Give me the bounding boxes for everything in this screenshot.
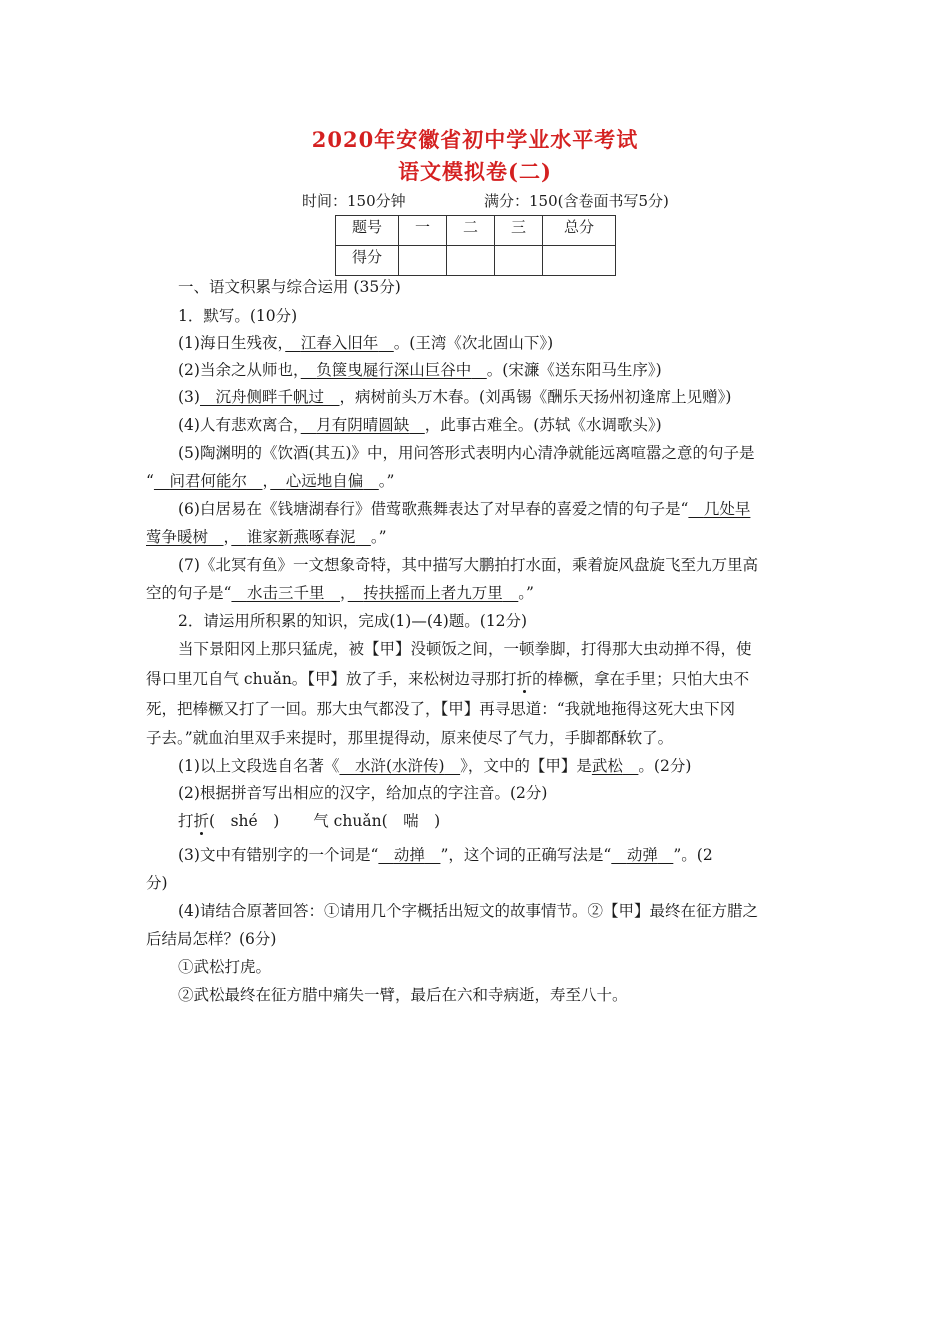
text: 。”	[378, 472, 395, 490]
passage-line-3: 死，把棒橛又打了一回。那大虫气都没了，【甲】再寻思道：“我就地拖得这死大虫下冈	[146, 700, 736, 718]
answer-blank: 水浒(水浒传)	[354, 757, 445, 775]
answer-blank: 抟扶摇而上者九万里	[363, 584, 503, 602]
question-2-title: 2．请运用所积累的知识，完成(1)—(4)题。(12分)	[178, 612, 528, 630]
passage-line-1: 当下景阳冈上那只猛虎，被【甲】没顿饭之间，一顿拳脚，打得那大虫动掸不得，使	[178, 640, 752, 658]
score-table-cell: 题号	[336, 216, 399, 246]
text: ( 喘 )	[381, 812, 441, 830]
question-1-item-6-line-1	[178, 498, 810, 520]
answer-blank: 谁家新燕啄春泥	[246, 528, 356, 546]
section-heading: 一、语文积累与综合运用 (35分)	[178, 278, 401, 296]
question-2-sub-3	[178, 844, 810, 866]
answer-blank: 月有阴晴圆缺	[316, 416, 410, 434]
text: 得口里兀自气 chuǎn。【甲】放了手，来松树边寻那打	[146, 670, 517, 688]
score-table-empty-cell	[495, 246, 543, 276]
score-table-cell: 二	[447, 216, 495, 246]
passage-line-4: 子去。”就血泊里双手来提时，那里提得动，原来使尽了气力，手脚都酥软了。	[146, 729, 674, 747]
dotted-char: 折	[193, 812, 210, 830]
text: ，	[262, 472, 271, 490]
text: ，	[223, 528, 232, 546]
text: 打	[178, 812, 194, 830]
score-table-empty-cell	[447, 246, 495, 276]
exam-time: 时间：150分钟	[302, 192, 406, 210]
answer-blank: 问君何能尔	[169, 472, 247, 490]
question-1-item-7-line-1: (7)《北冥有鱼》一文想象奇特，其中描写大鹏拍打水面，乘着旋风盘旋飞至九万里高	[178, 556, 758, 574]
text: ，病树前头万木春。(刘禹锡《酬乐天扬州初逢席上见赠》)	[339, 388, 732, 406]
text: ( shé )	[209, 812, 280, 830]
answer-blank: 沉舟侧畔千帆过	[215, 388, 324, 406]
answer-4-2: ②武松最终在征方腊中痛失一臂，最后在六和寺病逝，寿至八十。	[178, 986, 628, 1004]
question-1-item-5-line-2	[146, 470, 810, 492]
score-table	[335, 215, 616, 276]
answer-blank: 负箧曳屣行深山巨谷中	[316, 361, 472, 379]
score-table-empty-cell	[543, 246, 616, 276]
score-table-cell: 得分	[336, 246, 399, 276]
question-2-sub-3-tail: 分)	[146, 874, 168, 892]
text: 。”	[370, 528, 387, 546]
answer-4-1: ①武松打虎。	[178, 958, 272, 976]
text: ”，这个词的正确写法是“	[440, 846, 612, 864]
text: (1)以上文段选自名著《	[178, 757, 340, 775]
question-2-sub-4-line-2: 后结局怎样？(6分)	[146, 930, 277, 948]
text: ，	[339, 584, 348, 602]
question-1-item-3	[178, 386, 810, 408]
score-table-cell: 三	[495, 216, 543, 246]
question-1-item-4	[178, 414, 810, 436]
text: 。”	[518, 584, 534, 602]
question-1-item-2	[178, 359, 810, 381]
text: (4)人有悲欢离合，	[178, 416, 301, 434]
question-1-item-5-line-1: (5)陶渊明的《饮酒(其五)》中，用问答形式表明内心清净就能远离喧嚣之意的句子是	[178, 444, 755, 462]
passage-line-2	[146, 668, 810, 690]
text: ”。(2	[673, 846, 713, 864]
text: (1)海日生残夜，	[178, 334, 286, 352]
exam-title: 2020年安徽省初中学业水平考试	[311, 127, 639, 152]
exam-full-score: 满分：150(含卷面书写5分)	[484, 192, 669, 210]
answer-blank: 几处早	[703, 500, 751, 518]
text: (6)白居易在《钱塘湖春行》借莺歌燕舞表达了对早春的喜爱之情的句子是“	[178, 500, 689, 518]
text: 的棒橛，拿在手里；只怕大虫不	[532, 670, 750, 688]
question-1-item-1	[178, 332, 810, 354]
text: ，此事古难全。(苏轼《水调歌头》)	[424, 416, 662, 434]
text: 空的句子是“	[146, 584, 232, 602]
text: 。(王湾《次北固山下》)	[393, 334, 554, 352]
text: (3)文中有错别字的一个词是“	[178, 846, 379, 864]
answer-blank: 莺争暖树	[146, 528, 209, 546]
score-table-header-row	[336, 216, 616, 246]
question-1-item-7-line-2	[146, 582, 810, 604]
text: 。(2分)	[638, 757, 692, 775]
exam-subtitle: 语文模拟卷(二)	[398, 159, 552, 184]
answer-blank: 武松	[591, 757, 623, 775]
answer-blank: 水击三千里	[246, 584, 325, 602]
question-1-item-6-line-2	[146, 526, 810, 548]
text: (2)当余之从师也，	[178, 361, 301, 379]
answer-blank: 心远地自偏	[285, 472, 364, 490]
text: 。(宋濂《送东阳马生序》)	[486, 361, 662, 379]
text: (3)	[178, 388, 200, 406]
text: “	[146, 472, 154, 490]
text: 气 chuǎn	[313, 812, 382, 830]
answer-blank: 动弹	[626, 846, 658, 864]
score-table-score-row	[336, 246, 616, 276]
answer-blank: 动掸	[393, 846, 425, 864]
question-1-title: 1．默写。(10分)	[178, 307, 298, 325]
score-table-cell: 总分	[543, 216, 616, 246]
question-2-sub-2: (2)根据拼音写出相应的汉字，给加点的字注音。(2分)	[178, 784, 548, 802]
question-2-sub-4-line-1: (4)请结合原著回答：①请用几个字概括出短文的故事情节。②【甲】最终在征方腊之	[178, 902, 758, 920]
dotted-char: 折	[516, 670, 533, 688]
score-table-empty-cell	[399, 246, 447, 276]
question-2-sub-1	[178, 755, 810, 777]
question-2-sub-2-answers	[178, 810, 810, 832]
score-table-cell: 一	[399, 216, 447, 246]
answer-blank: 江春入旧年	[300, 334, 379, 352]
text: 》，文中的【甲】是	[460, 757, 592, 775]
